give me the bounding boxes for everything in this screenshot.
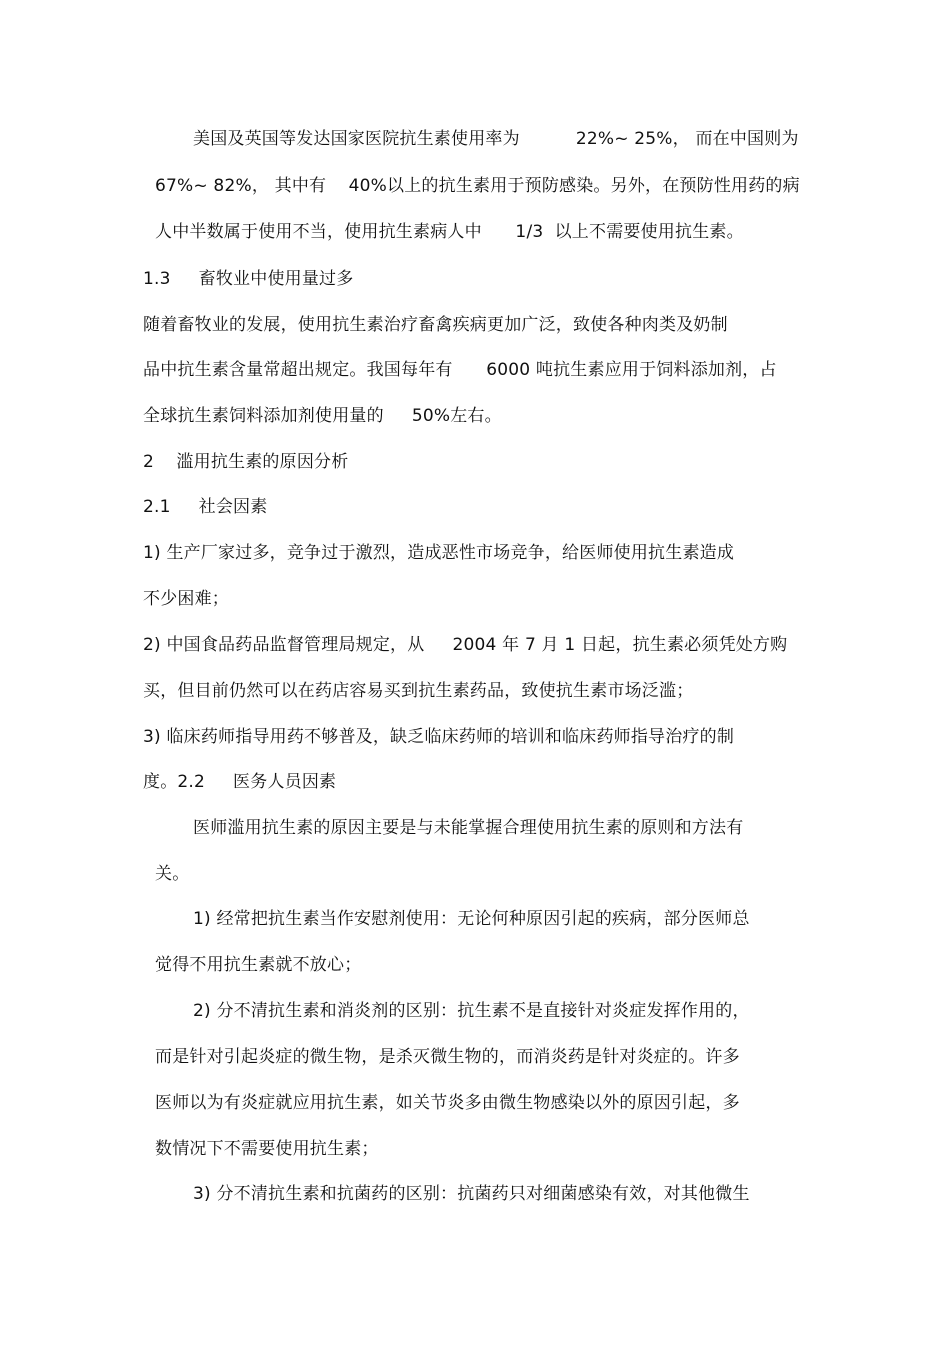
text-line: 人中半数属于使用不当，使用抗生素病人中 1/3 以上不需要使用抗生素。 bbox=[155, 222, 744, 242]
text-line: 医师滥用抗生素的原因主要是与未能掌握合理使用抗生素的原则和方法有 bbox=[193, 818, 744, 838]
section-heading: 2.1 社会因素 bbox=[143, 497, 268, 517]
list-item: 1) 经常把抗生素当作安慰剂使用：无论何种原因引起的疾病，部分医师总 bbox=[193, 909, 750, 929]
section-heading: 1.3 畜牧业中使用量过多 bbox=[143, 269, 354, 289]
list-item: 1) 生产厂家过多，竞争过于激烈，造成恶性市场竞争，给医师使用抗生素造成 bbox=[143, 543, 735, 563]
text-line: 医师以为有炎症就应用抗生素，如关节炎多由微生物感染以外的原因引起，多 bbox=[155, 1093, 740, 1113]
text-line: 数情况下不需要使用抗生素； bbox=[155, 1139, 379, 1159]
text-line: 觉得不用抗生素就不放心； bbox=[155, 955, 362, 975]
text-line: 67%~ 82%， 其中有 40%以上的抗生素用于预防感染。另外，在预防性用药的病 bbox=[155, 176, 800, 196]
list-item: 3) 分不清抗生素和抗菌药的区别：抗菌药只对细菌感染有效，对其他微生 bbox=[193, 1184, 750, 1204]
text-line: 买，但目前仍然可以在药店容易买到抗生素药品，致使抗生素市场泛滥； bbox=[143, 681, 694, 701]
text-line: 而是针对引起炎症的微生物，是杀灭微生物的，而消炎药是针对炎症的。许多 bbox=[155, 1047, 740, 1067]
text-line: 全球抗生素饲料添加剂使用量的 50%左右。 bbox=[143, 406, 502, 426]
list-item: 2) 中国食品药品监督管理局规定，从 2004 年 7 月 1 日起，抗生素必须凭处方购 bbox=[143, 635, 788, 655]
text-line: 美国及英国等发达国家医院抗生素使用率为 22%~ 25%， 而在中国则为 bbox=[193, 129, 799, 149]
text-line: 度。2.2 医务人员因素 bbox=[143, 772, 337, 792]
list-item: 3) 临床药师指导用药不够普及，缺乏临床药师的培训和临床药师指导治疗的制 bbox=[143, 727, 735, 747]
text-line: 关。 bbox=[155, 864, 190, 884]
text-line: 不少困难； bbox=[143, 589, 229, 609]
text-line: 随着畜牧业的发展，使用抗生素治疗畜禽疾病更加广泛，致使各种肉类及奶制 bbox=[143, 315, 728, 335]
list-item: 2) 分不清抗生素和消炎剂的区别：抗生素不是直接针对炎症发挥作用的， bbox=[193, 1001, 750, 1021]
text-line: 品中抗生素含量常超出规定。我国每年有 6000 吨抗生素应用于饲料添加剂，占 bbox=[143, 360, 777, 380]
section-heading: 2 滥用抗生素的原因分析 bbox=[143, 452, 349, 472]
